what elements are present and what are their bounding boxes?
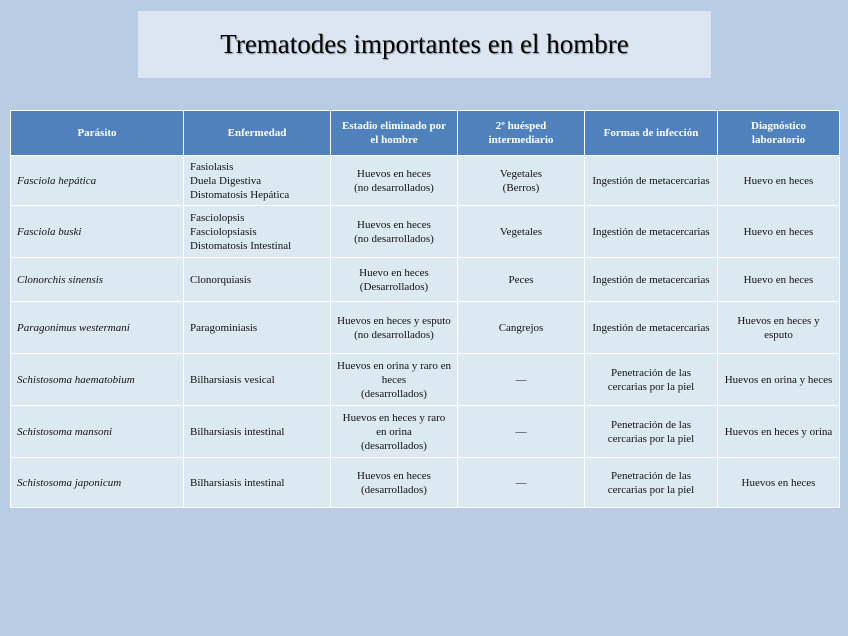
cell-formas: Penetración de las cercarias por la piel — [585, 354, 718, 406]
header-parasito: Parásito — [11, 111, 184, 156]
cell-estadio: Huevos en heces (no desarrollados) — [331, 156, 458, 206]
cell-diagnostico: Huevo en heces — [718, 206, 840, 258]
header-huesped: 2º huésped intermediario — [458, 111, 585, 156]
header-formas: Formas de infección — [585, 111, 718, 156]
cell-enfermedad: Fasiolasis Duela Digestiva Distomatosis Hepática — [184, 156, 331, 206]
cell-enfermedad: Fasciolopsis Fasciolopsiasis Distomatosis Intestinal — [184, 206, 331, 258]
cell-formas: Penetración de las cercarias por la piel — [585, 406, 718, 458]
cell-enfermedad: Bilharsiasis intestinal — [184, 406, 331, 458]
cell-estadio: Huevos en heces y esputo (no desarrollados) — [331, 302, 458, 354]
cell-huesped: — — [458, 458, 585, 508]
cell-enfermedad: Clonorquiasis — [184, 258, 331, 302]
cell-huesped: — — [458, 406, 585, 458]
table-header-row — [11, 111, 840, 156]
cell-estadio: Huevos en orina y raro en heces (desarrollados) — [331, 354, 458, 406]
cell-diagnostico: Huevos en heces y esputo — [718, 302, 840, 354]
cell-parasito: Schistosoma haematobium — [11, 354, 184, 406]
cell-parasito: Fasciola buski — [11, 206, 184, 258]
header-diagnostico: Diagnóstico laboratorio — [718, 111, 840, 156]
table-row — [11, 302, 840, 354]
cell-huesped: Cangrejos — [458, 302, 585, 354]
cell-huesped: Vegetales — [458, 206, 585, 258]
cell-huesped: — — [458, 354, 585, 406]
cell-diagnostico: Huevo en heces — [718, 156, 840, 206]
cell-parasito: Schistosoma mansoni — [11, 406, 184, 458]
header-estadio: Estadio eliminado por el hombre — [331, 111, 458, 156]
cell-formas: Penetración de las cercarias por la piel — [585, 458, 718, 508]
cell-diagnostico: Huevos en heces y orina — [718, 406, 840, 458]
cell-parasito: Fasciola hepática — [11, 156, 184, 206]
cell-enfermedad: Bilharsiasis vesical — [184, 354, 331, 406]
cell-estadio: Huevos en heces y raro en orina (desarrollados) — [331, 406, 458, 458]
cell-huesped: Peces — [458, 258, 585, 302]
cell-estadio: Huevos en heces (desarrollados) — [331, 458, 458, 508]
title-box — [138, 11, 711, 78]
cell-estadio: Huevo en heces (Desarrollados) — [331, 258, 458, 302]
cell-estadio: Huevos en heces (no desarrollados) — [331, 206, 458, 258]
cell-diagnostico: Huevo en heces — [718, 258, 840, 302]
cell-parasito: Schistosoma japonicum — [11, 458, 184, 508]
table-row — [11, 406, 840, 458]
table-row — [11, 206, 840, 258]
header-enfermedad: Enfermedad — [184, 111, 331, 156]
page-title: Trematodes importantes en el hombre — [220, 29, 629, 59]
cell-huesped: Vegetales (Berros) — [458, 156, 585, 206]
cell-formas: Ingestión de metacercarias — [585, 156, 718, 206]
trematodes-table — [10, 110, 840, 508]
cell-formas: Ingestión de metacercarias — [585, 258, 718, 302]
cell-diagnostico: Huevos en orina y heces — [718, 354, 840, 406]
cell-formas: Ingestión de metacercarias — [585, 302, 718, 354]
cell-diagnostico: Huevos en heces — [718, 458, 840, 508]
cell-enfermedad: Bilharsiasis intestinal — [184, 458, 331, 508]
cell-formas: Ingestión de metacercarias — [585, 206, 718, 258]
cell-parasito: Clonorchis sinensis — [11, 258, 184, 302]
table-row — [11, 258, 840, 302]
cell-enfermedad: Paragominiasis — [184, 302, 331, 354]
cell-parasito: Paragonimus westermani — [11, 302, 184, 354]
table-row — [11, 458, 840, 508]
table-row — [11, 156, 840, 206]
table-row — [11, 354, 840, 406]
